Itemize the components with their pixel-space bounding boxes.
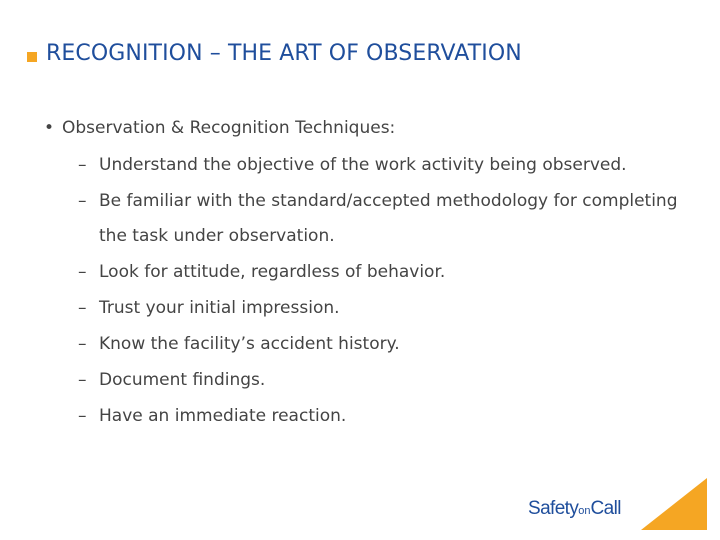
sub-bullet-item	[78, 291, 678, 326]
sub-bullet-item	[78, 363, 678, 398]
dash-marker: –	[78, 191, 87, 211]
sub-bullet-text: Trust your initial impression.	[99, 298, 340, 318]
sub-bullet-text: Have an immediate reaction.	[99, 406, 347, 426]
sub-bullet-text: Understand the objective of the work activity being observed.	[99, 155, 627, 175]
corner-triangle-decoration	[641, 478, 707, 530]
bullet-item	[44, 118, 395, 138]
dash-marker: –	[78, 334, 87, 354]
dash-marker: –	[78, 298, 87, 318]
dash-marker: –	[78, 370, 87, 390]
sub-bullet-item	[78, 148, 678, 183]
bullet-marker: •	[44, 118, 55, 138]
dash-marker: –	[78, 155, 87, 175]
sub-bullet-text: Document findings.	[99, 370, 266, 390]
sub-bullet-list	[78, 148, 678, 435]
safety-on-call-logo	[528, 498, 621, 520]
sub-bullet-text: Know the facility’s accident history.	[99, 334, 400, 354]
bullet-text: Observation & Recognition Techniques:	[62, 118, 396, 138]
sub-bullet-item	[78, 327, 678, 362]
sub-bullet-item	[78, 255, 678, 290]
sub-bullet-item	[78, 399, 678, 434]
sub-bullet-item	[78, 184, 678, 254]
logo-text-safety: Safety	[528, 498, 579, 519]
sub-bullet-text: Be familiar with the standard/accepted methodology for completing the task under observation.	[99, 191, 678, 246]
logo-text-on: on	[578, 505, 591, 517]
logo-text-call: Call	[590, 498, 621, 519]
dash-marker: –	[78, 406, 87, 426]
sub-bullet-text: Look for attitude, regardless of behavior.	[99, 262, 446, 282]
dash-marker: –	[78, 262, 87, 282]
slide-title: RECOGNITION – THE ART OF OBSERVATION	[46, 41, 522, 66]
